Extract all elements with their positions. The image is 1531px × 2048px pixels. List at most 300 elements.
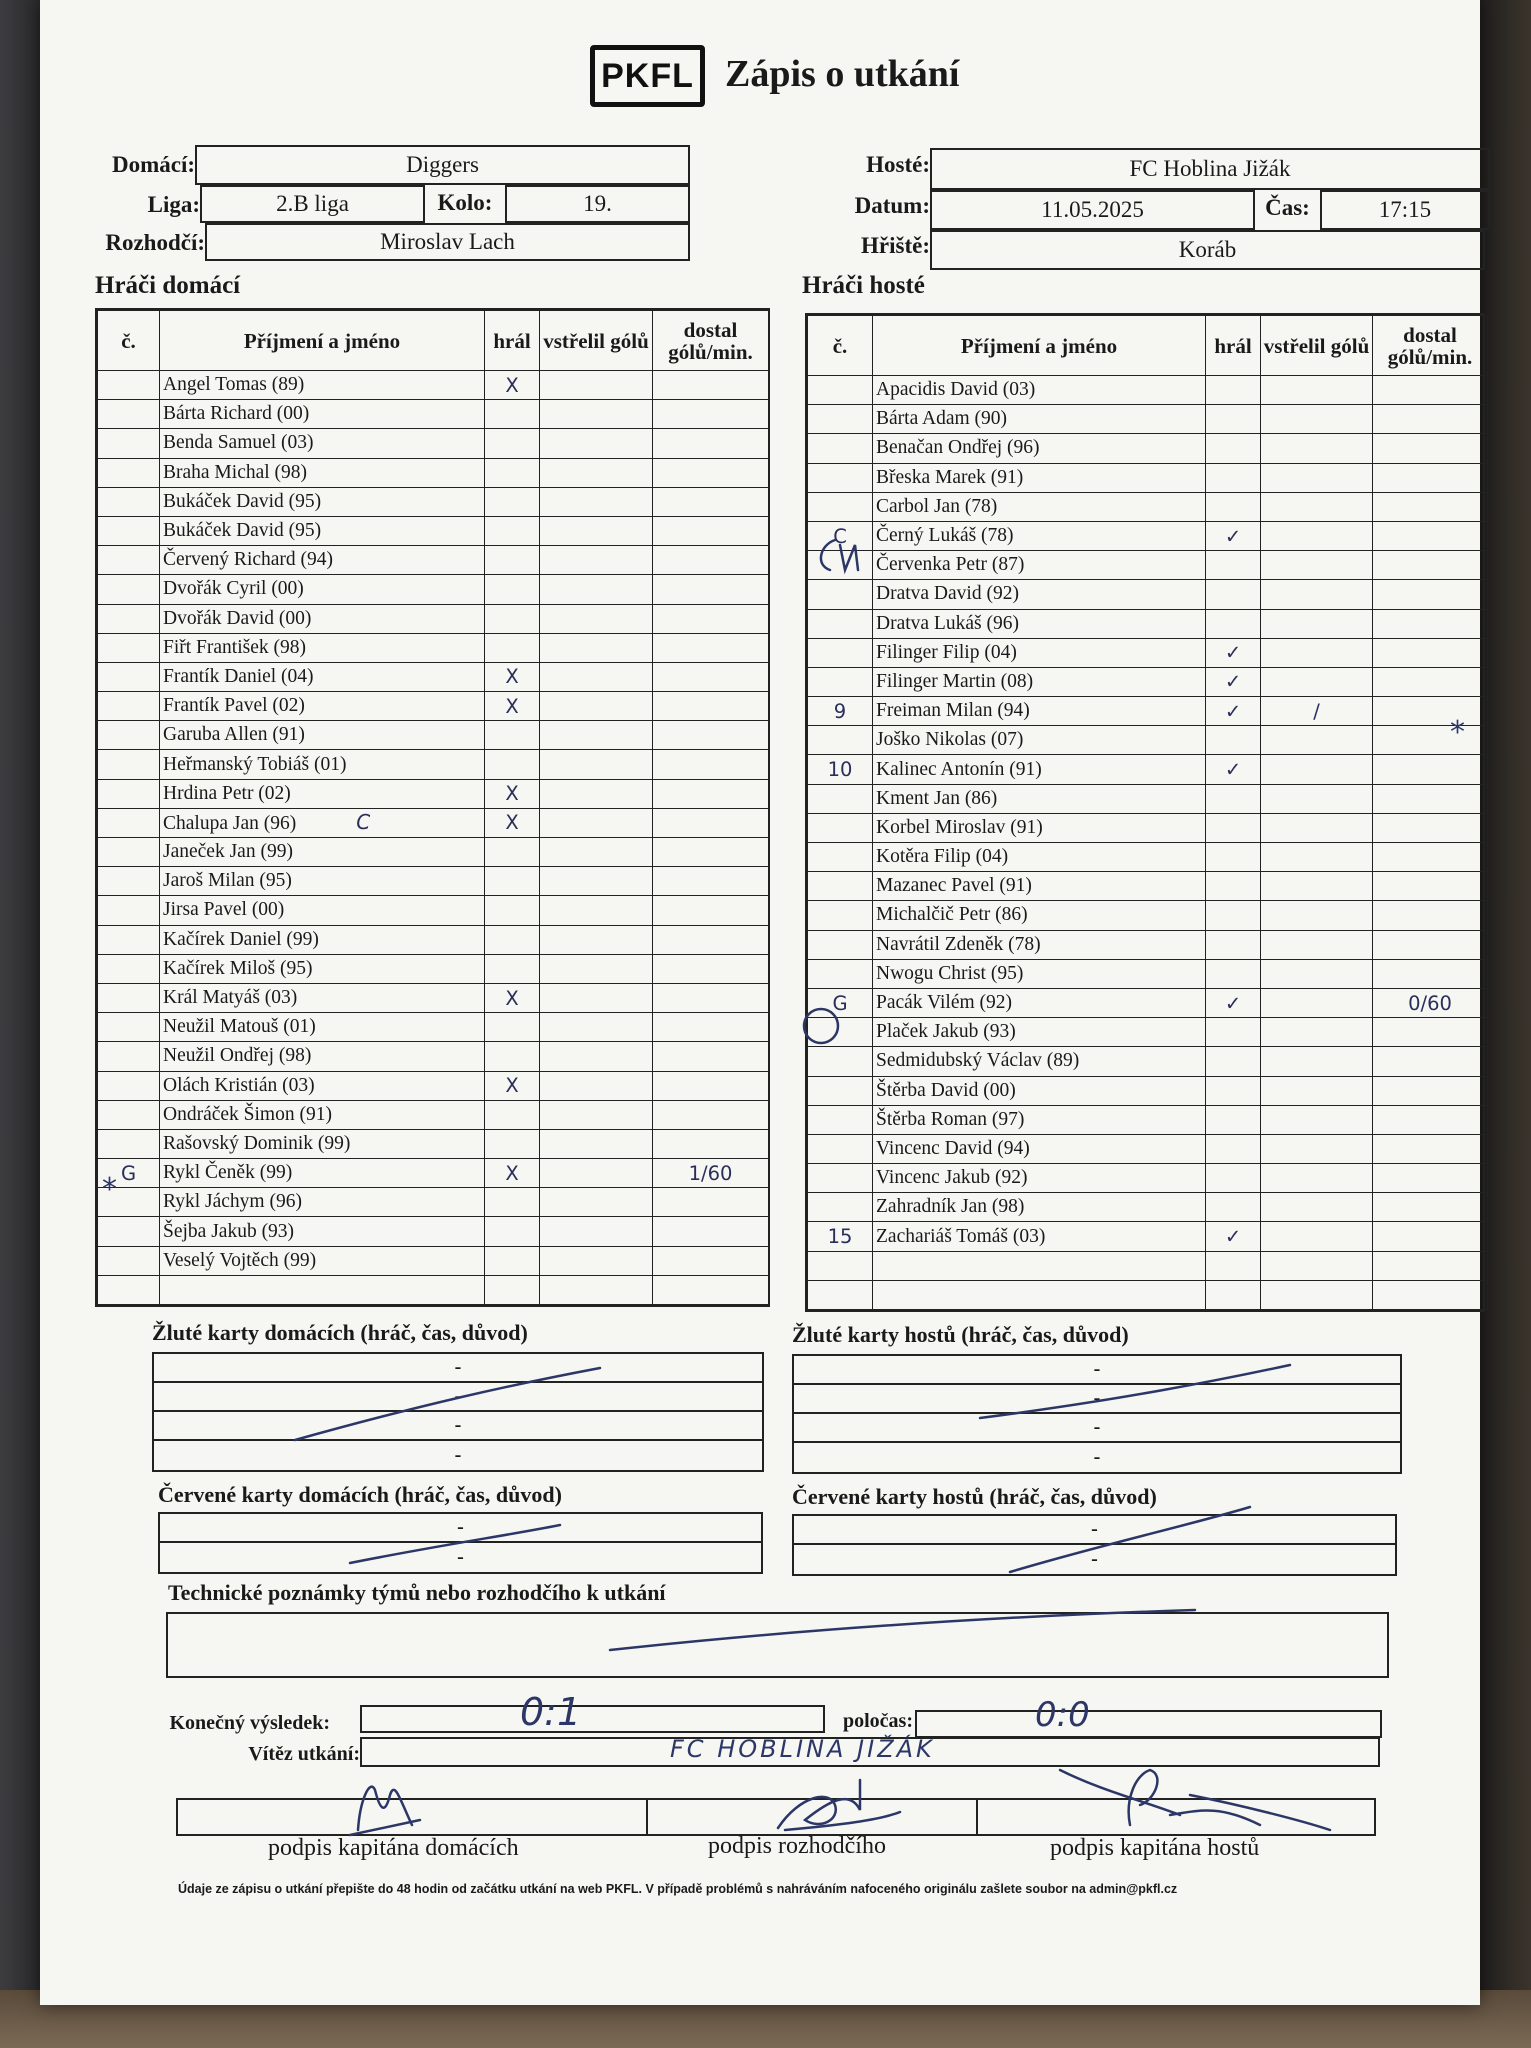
- player-number: [808, 492, 873, 521]
- goals-conceded: [653, 925, 769, 954]
- col-scored: vstřelil gólů: [540, 311, 653, 371]
- player-number: [808, 930, 873, 959]
- goals-scored: [540, 1100, 653, 1129]
- player-number: [808, 1076, 873, 1105]
- goals-scored: [1261, 1105, 1373, 1134]
- goals-scored: [1261, 1164, 1373, 1193]
- player-number: [98, 808, 160, 837]
- player-name: Joško Nikolas (07): [873, 726, 1206, 755]
- played-mark: [1206, 492, 1261, 521]
- played-mark: [485, 1217, 540, 1246]
- table-row: [98, 1275, 769, 1304]
- red-home-box: [158, 1512, 763, 1574]
- played-mark: [485, 750, 540, 779]
- goals-conceded: [1373, 755, 1488, 784]
- goals-conceded: [1373, 1222, 1488, 1251]
- goals-conceded: [1373, 930, 1488, 959]
- player-name: Garuba Allen (91): [160, 721, 485, 750]
- red-away-title: Červené karty hostů (hráč, čas, důvod): [792, 1484, 1157, 1509]
- played-mark: [1206, 843, 1261, 872]
- played-mark: [485, 575, 540, 604]
- player-number: 9: [808, 697, 873, 726]
- player-number: [808, 376, 873, 405]
- player-number: [98, 575, 160, 604]
- player-name: Korbel Miroslav (91): [873, 813, 1206, 842]
- table-row: [98, 692, 769, 721]
- player-name: Černý Lukáš (78): [873, 521, 1206, 550]
- goals-scored: [1261, 930, 1373, 959]
- goals-scored: [1261, 726, 1373, 755]
- player-number: [808, 726, 873, 755]
- player-number: [98, 1129, 160, 1158]
- table-row: [808, 1251, 1488, 1280]
- goals-scored: [1261, 463, 1373, 492]
- goals-scored: [540, 662, 653, 691]
- goals-conceded: [653, 954, 769, 983]
- player-name: Frantík Pavel (02): [160, 692, 485, 721]
- player-number: [98, 983, 160, 1012]
- goals-conceded: [1373, 1134, 1488, 1163]
- goals-scored: /: [1261, 697, 1373, 726]
- goals-scored: [1261, 376, 1373, 405]
- table-row: [808, 988, 1488, 1017]
- goals-scored: [1261, 667, 1373, 696]
- player-number: [808, 609, 873, 638]
- goals-conceded: [653, 400, 769, 429]
- played-mark: [1206, 1164, 1261, 1193]
- player-number: [808, 638, 873, 667]
- table-row: [808, 813, 1488, 842]
- player-number: [98, 1071, 160, 1100]
- player-number: [98, 400, 160, 429]
- played-mark: [1206, 1193, 1261, 1222]
- player-name: Ondráček Šimon (91): [160, 1100, 485, 1129]
- red-away-box: [792, 1514, 1397, 1576]
- signature-strip: [176, 1798, 1376, 1836]
- player-number: [808, 1164, 873, 1193]
- goals-conceded: [1373, 1076, 1488, 1105]
- table-row: [808, 930, 1488, 959]
- played-mark: [1206, 376, 1261, 405]
- player-name: Rykl Jáchym (96): [160, 1188, 485, 1217]
- player-name: Kačírek Daniel (99): [160, 925, 485, 954]
- table-row: [808, 872, 1488, 901]
- played-mark: [1206, 1076, 1261, 1105]
- card-row: -: [454, 1444, 462, 1466]
- player-number: [98, 1217, 160, 1246]
- away-captain-signature-box: [978, 1800, 1374, 1834]
- table-row: [808, 405, 1488, 434]
- played-mark: ✓: [1206, 521, 1261, 550]
- player-number: G: [98, 1159, 160, 1188]
- played-mark: [485, 1246, 540, 1275]
- goals-conceded: [653, 429, 769, 458]
- goals-scored: [540, 721, 653, 750]
- goals-conceded: [653, 692, 769, 721]
- player-name: Olách Kristián (03): [160, 1071, 485, 1100]
- away-roster-title: Hráči hosté: [802, 272, 925, 299]
- player-number: [98, 1100, 160, 1129]
- table-row: [98, 721, 769, 750]
- captain-mark: C: [356, 810, 371, 835]
- goals-conceded: [653, 662, 769, 691]
- table-row: [98, 954, 769, 983]
- goals-scored: [1261, 813, 1373, 842]
- card-row: -: [794, 1414, 1400, 1443]
- table-row: [98, 1100, 769, 1129]
- player-name: [873, 1280, 1206, 1309]
- halftime-field: [915, 1710, 1382, 1738]
- player-number: [98, 1275, 160, 1304]
- away-margin-star: *: [1450, 715, 1465, 750]
- player-name: Štěrba Roman (97): [873, 1105, 1206, 1134]
- player-name: Kalinec Antonín (91): [873, 755, 1206, 784]
- player-number: [98, 633, 160, 662]
- player-number: [808, 1018, 873, 1047]
- played-mark: [1206, 1047, 1261, 1076]
- player-name: Bárta Adam (90): [873, 405, 1206, 434]
- played-mark: [1206, 405, 1261, 434]
- played-mark: X: [485, 371, 540, 400]
- time-label: Čas:: [1265, 195, 1310, 220]
- table-row: [808, 492, 1488, 521]
- played-mark: [485, 1188, 540, 1217]
- goals-conceded: [653, 1188, 769, 1217]
- player-name: Dvořák Cyril (00): [160, 575, 485, 604]
- winner-label: Vítěz utkání:: [248, 1743, 360, 1765]
- played-mark: [485, 429, 540, 458]
- goals-conceded: [1373, 872, 1488, 901]
- goals-conceded: [653, 516, 769, 545]
- played-mark: [1206, 580, 1261, 609]
- played-mark: [1206, 434, 1261, 463]
- played-mark: [485, 954, 540, 983]
- goals-scored: [540, 604, 653, 633]
- red-home-title: Červené karty domácích (hráč, čas, důvod): [158, 1482, 562, 1507]
- col-number: č.: [808, 316, 873, 376]
- table-row: [98, 633, 769, 662]
- table-row: [808, 521, 1488, 550]
- player-number: 15: [808, 1222, 873, 1251]
- played-mark: [485, 400, 540, 429]
- played-mark: X: [485, 1071, 540, 1100]
- played-mark: [485, 1042, 540, 1071]
- goals-scored: [1261, 784, 1373, 813]
- player-name: Bárta Richard (00): [160, 400, 485, 429]
- player-name: Carbol Jan (78): [873, 492, 1206, 521]
- table-row: [98, 808, 769, 837]
- goals-conceded: [653, 1042, 769, 1071]
- referee-label: Rozhodčí:: [105, 230, 205, 255]
- player-name: Rykl Čeněk (99): [160, 1159, 485, 1188]
- table-row: [98, 779, 769, 808]
- table-row: [808, 843, 1488, 872]
- table-row: [808, 1047, 1488, 1076]
- table-row: [98, 575, 769, 604]
- played-mark: [485, 925, 540, 954]
- player-number: [98, 896, 160, 925]
- col-played: hrál: [1206, 316, 1261, 376]
- card-row: -: [154, 1354, 762, 1383]
- away-roster-table: [805, 313, 1485, 1312]
- table-row: [98, 867, 769, 896]
- player-name: Pacák Vilém (92): [873, 988, 1206, 1017]
- away-captain-signature-label: podpis kapitána hostů: [1050, 1835, 1260, 1861]
- player-name: Filinger Filip (04): [873, 638, 1206, 667]
- player-name: Filinger Martin (08): [873, 667, 1206, 696]
- table-row: [808, 1222, 1488, 1251]
- goals-conceded: [1373, 551, 1488, 580]
- col-conceded: dostal gólů/min.: [1373, 316, 1488, 376]
- home-label: Domácí:: [111, 152, 195, 177]
- played-mark: X: [485, 692, 540, 721]
- player-name: Apacidis David (03): [873, 376, 1206, 405]
- goals-conceded: [653, 779, 769, 808]
- table-row: [98, 371, 769, 400]
- card-row: -: [154, 1412, 762, 1441]
- player-number: 10: [808, 755, 873, 784]
- player-number: [808, 1134, 873, 1163]
- player-number: [98, 750, 160, 779]
- player-number: [98, 1013, 160, 1042]
- player-name: Červený Richard (94): [160, 546, 485, 575]
- player-name: Neužil Matouš (01): [160, 1013, 485, 1042]
- played-mark: [1206, 872, 1261, 901]
- player-name: Dratva David (92): [873, 580, 1206, 609]
- goals-scored: [540, 371, 653, 400]
- col-name: Příjmení a jméno: [160, 311, 485, 371]
- goals-scored: [1261, 1076, 1373, 1105]
- player-name: Heřmanský Tobiáš (01): [160, 750, 485, 779]
- goals-conceded: [1373, 901, 1488, 930]
- goals-conceded: [1373, 784, 1488, 813]
- goals-conceded: [653, 546, 769, 575]
- goals-scored: [1261, 988, 1373, 1017]
- player-number: [808, 901, 873, 930]
- table-row: [98, 662, 769, 691]
- played-mark: ✓: [1206, 1222, 1261, 1251]
- played-mark: [1206, 1105, 1261, 1134]
- goals-conceded: [1373, 726, 1488, 755]
- goals-scored: [540, 808, 653, 837]
- goals-conceded: 1/60: [653, 1159, 769, 1188]
- player-name: [160, 1275, 485, 1304]
- goals-scored: [540, 925, 653, 954]
- table-row: [808, 755, 1488, 784]
- goals-scored: [1261, 551, 1373, 580]
- col-name: Příjmení a jméno: [873, 316, 1206, 376]
- home-captain-signature-box: [178, 1800, 648, 1834]
- table-row: [98, 546, 769, 575]
- goals-conceded: [653, 633, 769, 662]
- goals-scored: [1261, 1280, 1373, 1309]
- table-row: [98, 429, 769, 458]
- goals-conceded: [1373, 1251, 1488, 1280]
- goals-scored: [1261, 405, 1373, 434]
- card-row: -: [794, 1356, 1400, 1385]
- goals-conceded: [653, 867, 769, 896]
- goals-conceded: [653, 1217, 769, 1246]
- player-name: Fiřt František (98): [160, 633, 485, 662]
- goals-conceded: [1373, 434, 1488, 463]
- player-number: [808, 463, 873, 492]
- goals-scored: [540, 546, 653, 575]
- goals-conceded: [1373, 638, 1488, 667]
- played-mark: [1206, 1280, 1261, 1309]
- card-row: -: [794, 1385, 1400, 1414]
- goals-conceded: [653, 604, 769, 633]
- player-name: Nwogu Christ (95): [873, 959, 1206, 988]
- played-mark: [485, 1013, 540, 1042]
- yellow-away-box: [792, 1354, 1402, 1474]
- round-label: Kolo:: [437, 190, 493, 215]
- player-name: Freiman Milan (94): [873, 697, 1206, 726]
- venue-field: Koráb: [930, 230, 1485, 270]
- goals-conceded: [1373, 959, 1488, 988]
- time-field: 17:15: [1320, 190, 1490, 230]
- venue-label: Hřiště:: [861, 233, 930, 258]
- played-mark: [485, 838, 540, 867]
- goals-scored: [540, 896, 653, 925]
- goals-scored: [1261, 638, 1373, 667]
- player-number: [98, 546, 160, 575]
- card-row: -: [1093, 1446, 1101, 1468]
- yellow-home-title: Žluté karty domácích (hráč, čas, důvod): [152, 1320, 528, 1345]
- goals-conceded: [1373, 667, 1488, 696]
- goals-conceded: 0/60: [1373, 988, 1488, 1017]
- player-number: [98, 1246, 160, 1275]
- player-number: [808, 1047, 873, 1076]
- player-number: [98, 1042, 160, 1071]
- played-mark: [485, 1275, 540, 1304]
- table-row: [98, 925, 769, 954]
- yellow-away-title: Žluté karty hostů (hráč, čas, důvod): [792, 1322, 1129, 1347]
- col-conceded: dostal gólů/min.: [653, 311, 769, 371]
- played-mark: [1206, 609, 1261, 638]
- player-number: [98, 429, 160, 458]
- table-row: [808, 551, 1488, 580]
- table-row: [808, 609, 1488, 638]
- table-row: [98, 1217, 769, 1246]
- goals-conceded: [653, 983, 769, 1012]
- final-score-field: [360, 1705, 825, 1733]
- footer-note: Údaje ze zápisu o utkání přepište do 48 hodin od začátku utkání na web PKFL. V případě problémů s nahráváním nafoceného originálu zašlete soubor na admin@pkfl.cz: [178, 1882, 1178, 1896]
- player-name: Vincenc Jakub (92): [873, 1164, 1206, 1193]
- goals-conceded: [653, 1100, 769, 1129]
- table-row: [808, 580, 1488, 609]
- table-row: [98, 1013, 769, 1042]
- goals-scored: [1261, 843, 1373, 872]
- goals-conceded: [1373, 843, 1488, 872]
- goals-scored: [540, 954, 653, 983]
- player-number: [98, 954, 160, 983]
- played-mark: [485, 604, 540, 633]
- table-row: [808, 1164, 1488, 1193]
- goals-conceded: [653, 721, 769, 750]
- goals-conceded: [1373, 463, 1488, 492]
- table-row: [808, 726, 1488, 755]
- referee-signature-box: [648, 1800, 978, 1834]
- player-number: G: [808, 988, 873, 1017]
- player-name: Vincenc David (94): [873, 1134, 1206, 1163]
- player-name: Kment Jan (86): [873, 784, 1206, 813]
- table-row: [98, 458, 769, 487]
- played-mark: [1206, 784, 1261, 813]
- table-row: [98, 487, 769, 516]
- player-number: [98, 838, 160, 867]
- played-mark: [485, 1100, 540, 1129]
- player-number: [808, 1105, 873, 1134]
- player-number: [98, 925, 160, 954]
- player-name: Dratva Lukáš (96): [873, 609, 1206, 638]
- table-row: [98, 1246, 769, 1275]
- player-name: Rašovský Dominik (99): [160, 1129, 485, 1158]
- table-row: [98, 1159, 769, 1188]
- goals-scored: [540, 983, 653, 1012]
- goals-conceded: [1373, 405, 1488, 434]
- played-mark: [485, 516, 540, 545]
- player-number: [808, 1251, 873, 1280]
- table-row: [808, 638, 1488, 667]
- player-number: C: [808, 521, 873, 550]
- final-score-value: 0:1: [520, 1690, 582, 1734]
- played-mark: ✓: [1206, 988, 1261, 1017]
- player-number: [808, 784, 873, 813]
- goals-conceded: [1373, 521, 1488, 550]
- goals-conceded: [653, 1071, 769, 1100]
- player-name: Kačírek Miloš (95): [160, 954, 485, 983]
- goals-scored: [1261, 1047, 1373, 1076]
- goals-conceded: [1373, 492, 1488, 521]
- document-title: Zápis o utkání: [725, 53, 960, 95]
- goals-conceded: [653, 458, 769, 487]
- player-number: [98, 516, 160, 545]
- player-name: Jirsa Pavel (00): [160, 896, 485, 925]
- goals-conceded: [653, 1246, 769, 1275]
- table-row: [808, 434, 1488, 463]
- player-number: [808, 813, 873, 842]
- home-team-field: Diggers: [195, 145, 690, 185]
- goals-scored: [1261, 1251, 1373, 1280]
- player-number: [98, 662, 160, 691]
- col-played: hrál: [485, 311, 540, 371]
- goals-conceded: [1373, 1105, 1488, 1134]
- table-row: [808, 1280, 1488, 1309]
- player-name: Neužil Ondřej (98): [160, 1042, 485, 1071]
- table-row: [808, 959, 1488, 988]
- goals-conceded: [653, 487, 769, 516]
- goals-conceded: [1373, 1047, 1488, 1076]
- player-name: Michalčič Petr (86): [873, 901, 1206, 930]
- away-label: Hosté:: [866, 152, 930, 177]
- goals-scored: [1261, 959, 1373, 988]
- card-row: -: [154, 1383, 762, 1412]
- player-name: Červenka Petr (87): [873, 551, 1206, 580]
- notes-box: [166, 1612, 1389, 1678]
- halftime-value: 0:0: [1035, 1695, 1090, 1735]
- player-number: [808, 580, 873, 609]
- played-mark: [485, 633, 540, 662]
- goals-conceded: [653, 1013, 769, 1042]
- player-name: Bukáček David (95): [160, 487, 485, 516]
- goals-conceded: [653, 1275, 769, 1304]
- played-mark: X: [485, 808, 540, 837]
- player-name: Sedmidubský Václav (89): [873, 1047, 1206, 1076]
- played-mark: X: [485, 1159, 540, 1188]
- goals-scored: [540, 1042, 653, 1071]
- goals-conceded: [1373, 1018, 1488, 1047]
- played-mark: [1206, 1018, 1261, 1047]
